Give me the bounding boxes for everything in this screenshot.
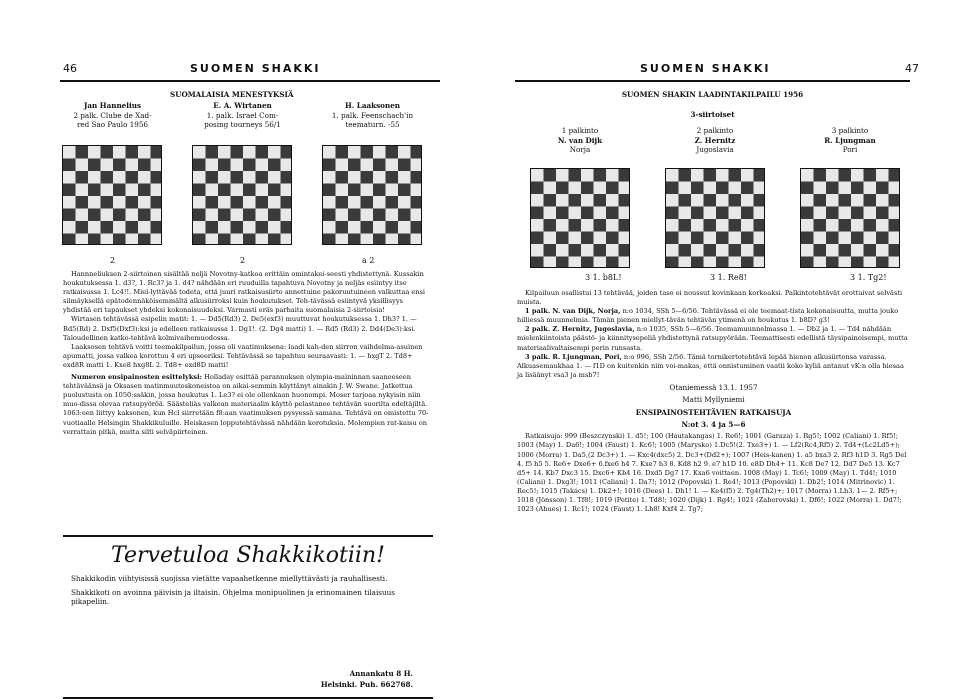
prize-1-place: 1 palkinto xyxy=(561,126,599,135)
prize-1-comment xyxy=(517,307,910,325)
right-running-head: SUOMEN SHAKKI xyxy=(640,62,771,75)
introduction-lead: Numeron ensipainosten esittelyksi: xyxy=(71,373,203,382)
composer-3-line2: teematurn. -55 xyxy=(345,120,400,130)
prize-3-lead: 3 palk. R. Ljungman, Pori, xyxy=(525,352,622,361)
laaksonen-paragraph: Laaksosen tehtävä voitti teemakilpailun, jossa oli vaatimuksena: laadi kah-den siirron vaihdelma-asuinen apumatti, jossa valkea korottuu 4 eri upseeriksi. Tehtävässä se tapahtuu seuraavasti: 1. — hxgT 2. Td8+ exd8R matti 1. Kxe8 hxg8L 2. Td8+ exd8D matti! xyxy=(63,342,423,369)
prize-2-lead: 2 palk. Z. Hernitz, Jugoslavia, xyxy=(525,325,635,334)
prize-3-place: 3 palkinto xyxy=(831,126,869,135)
diagram-3-caption: a 2 xyxy=(362,256,375,265)
composer-3-name: H. Laaksonen xyxy=(344,101,400,110)
prize-3-text: n:o 996, SSh 2/56. Tämä tornikertotehtävä lepää hienon alkusiirtonsa varassa. Alkuasemaukhaa 1. — f1D on kuitenkin niin voi-makas, että onnistuminen vaatii koko kyliä antanut vK:n olla hiesaa ja lisäänyt vsa3 ja msb7! xyxy=(517,352,904,379)
prize-2-place: 2 palkinto xyxy=(696,126,734,135)
composer-3 xyxy=(315,101,430,130)
wirtanen-paragraph: Wirtasen tehtävässä esipelin matit: 1. — Dd5(Rd3) 2. De5(exf3) muuttuvat houkutuksessa 1. Dh3? 1. — Rd5(Rd) 2. Dxf5(Dxf3):ksi ja edelleen ratkaisussa 1. Dg1!. (2. Dg4 matti) 1. — Rd5 (Rd3) 2. Dd4(De3):ksi. Taloudellinen katko-tehtävä kolmivaihemuodossa. xyxy=(63,315,417,342)
chess-diagram-3 xyxy=(322,145,422,245)
prize-2-country: Jugoslavia xyxy=(696,145,734,155)
chess-diagram-1 xyxy=(62,145,162,245)
prize-3-name: R. Ljungman xyxy=(824,135,876,145)
chess-diagram-2 xyxy=(192,145,292,245)
composer-1-name: Jan Hannelius xyxy=(84,101,141,110)
prize-2 xyxy=(655,126,775,155)
judge-intro: Kilpailuun osallistui 13 tehtävää, joiden taso ei noussut kovinkaan korkeaksi. Palkintotehtävät erottuivat selvästi muista. xyxy=(517,289,903,307)
prize-3-comment xyxy=(517,353,910,380)
right-body-text xyxy=(517,289,910,514)
solutions-text: Ratkaisuja: 999 (Beszczynski) 1. d5!; 100 (Hautakangas) 1. Re6!; 1001 (Garaza) 1. Rg5!; 1002 (Caliani) 1. Rf5!; 1003 (May) 1. Da6!; 1004 (Faust) 1. Kc6!; 1005 (Marysko) 1.Dc5!(2. Txe3+) 1. — Lf2(Rc4,Rf5) 2. Td4+(Lc2Ld5+); 1006 (Morra) 1. Da5,(2 Dc3+) 1. — Kxc4(dxc5) 2. Dc3+(Dd2+); 1007 (Heis-kanen) 1. a5 bxa3 2. Rf3 h1D 3. Rg5 Del 4. f5 h5 5. Re6+ Dxe6+ 6.fxe6 h4 7. Kxe7 h3 8. Kd8 h2 9. e7 h1D 10. e8D Dh4+ 11. Kc8 De7 12. Dd7 De5 13. Kc7 d5+ 14. Kb7 Dxc3 15. Dxc6+ Kb4 16. Dxd5 Dg7 17. Kxa6 voittaen. 1008 (May) 1. Tc6!; 1009 (May) 1. Td4!; 1010 (Caliani) 1. Dxg3!; 1011 (Caliani) 1. Da7!; 1012 (Popovski) 1. Re4!; 1013 (Popovski) 1. Db2!; 1014 (Mitrinovic) 1. Rec5!; 1015 (Takács) 1. Dk2+!; 1016 (Dees) 1. Dh1! 1. — Ke4(f5) 2. Tg4(Th2)+; 1017 (Morra) 1.Lh3. 1— 2. Rf5+; 1018 (Jönsson) 1. Tf8!; 1019 (Petite) 1. Td8!; 1020 (Dijk) 1. Rg4!; 1021 (Zaborovski) 1. Df6!; 1022 (Morra) 1. Dd7!; 1023 (Ahues) 1. Rc1!; 1024 (Faust) 1. Lh8! Kxf4 2. Tg7; xyxy=(517,432,907,514)
shakkikoti-advertisement xyxy=(63,535,433,699)
left-section-title: SUOMALAISIA MENESTYKSIÄ xyxy=(170,90,294,99)
composer-2-line1: 1. palk. Israel Com- xyxy=(206,110,279,120)
diagram-6-caption: 3 1. Tg2! xyxy=(850,273,887,282)
introduction-text: Holladay esittää parannuksen olympia-maininnan saaneeseen tehtäväänsä ja Oksasen matinmuutoskoneistoa on aikai-semmin käyttänyt ainakin J. W. Swane. Jatkettua puolustusta on 1050:ssäkin, jossa houkutus 1. Le3? ei ole ollenkaan huonompi. Moser tarjoaa nykyisin niin muo-dissa olevaa ratsupyöröä. Säästeliäs valkean materiaalin käyttö pelastanee tehtävän suorilta edeltäjiltä. 1063:een liittyy kaksonen, kun Hcl siirretään f8:aan vaatimuksen pysyessä samana. Tehtävä on omistettu 70-vuotiaalle Helsingin Shakkikuluille. Heiskasen lopputehtävässä nähdään korotuksia. Molempien rat-kaisu on verrattain pitkä, mutta silti selväpiirteinen. xyxy=(63,373,429,436)
prize-3-country: Pori xyxy=(842,145,858,155)
composer-1-line2: red Sao Paulo 1956 xyxy=(76,120,149,130)
diagram-1-caption: 2 xyxy=(110,256,116,265)
prize-1-text: n:o 1034, SSh 5—6/56. Tehtävässä ei ole teemaat-tista kokonaisuutta, mutta jouko hilliessä muunnelmia. Tämän pienen miellyt-tävän tehtävän ytimenä on houkutus 1. b8D? g3! xyxy=(517,307,899,325)
prize-2-text: n:o 1035, SSh 5—6/56. Teemamuunnelmassa 1. — Db2 ja 1. — Td4 nähdään mielenkiintoista päästö- ja kiinnitysepeliä yhdistettynä ratsupyörään. Teemattisesti edellistä täysipainoisempi, mutta materiaalivaltaisempi perin runsasta. xyxy=(517,325,908,352)
right-header-rule xyxy=(515,80,910,82)
right-section-title: SUOMEN SHAKIN LAADINTAKILPAILU 1956 xyxy=(621,90,804,99)
composer-2-name: E. A. Wirtanen xyxy=(213,101,272,110)
prize-1 xyxy=(520,126,640,155)
introduction-paragraph xyxy=(63,373,433,437)
hannelius-paragraph: Hannneliuksen 2-siirtoinen sisältää neljä Novotny-katkoa erittäin omintakei-seesti yhdistettynä. Kussakin houkutuksessa 1. d3?, 1. Rc3? ja 1. d4? nähdään eri ruuduilla tapahtuva Novotny ja neljäs esiintyy itse ratkaisussa 1. Lc4!!. Miel-lyttävää todeta, että juuri ratkaisusiirto annettuine pakoruutuineen valkuttaa ensi silmäyksellä epätodennäköisemmältä alkusiirroksi kuin houkutukset. Teh-tävässä esiintyvä yksillisyys yhdistää eri tapaukset yhdeksi kokonaisuudeksi. Varmasti eräs parhaita suomalaisia 2-siirtoisia! xyxy=(63,270,425,315)
left-body-text xyxy=(63,270,433,437)
right-page-number: 47 xyxy=(905,62,919,75)
diagram-2-caption: 2 xyxy=(240,256,246,265)
left-header-rule xyxy=(60,80,440,82)
left-page-number: 46 xyxy=(63,62,77,75)
prize-1-country: Norja xyxy=(569,145,591,155)
solutions-subtitle: N:ot 3. 4 ja 5—6 xyxy=(681,419,746,429)
ad-line-2: Shakkikoti on avoinna päivisin ja iltaisin. Ohjelma monipuolinen ja erinomainen tilaisuus pikapeliin. xyxy=(71,587,395,607)
chess-diagram-6 xyxy=(800,168,900,268)
left-running-head: SUOMEN SHAKKI xyxy=(190,62,321,75)
composer-1-line1: 2 palk. Clube de Xad- xyxy=(73,110,152,120)
prize-1-lead: 1 palk. N. van Dijk, Norja, xyxy=(525,307,621,316)
signature-date: Otaniemessä 13.1. 1957 xyxy=(669,382,758,392)
chess-diagram-4 xyxy=(530,168,630,268)
composer-2 xyxy=(185,101,300,130)
solutions-title: ENSIPAINOSTEHTÄVIEN RATKAISUJA xyxy=(635,408,792,418)
chess-diagram-5 xyxy=(665,168,765,268)
prize-2-name: Z. Hernitz xyxy=(694,135,736,145)
prize-2-comment xyxy=(517,325,910,352)
diagram-4-caption: 3 1. b8L! xyxy=(585,273,622,282)
composer-2-line2: posing tourneys 56/1 xyxy=(204,120,281,130)
prize-3 xyxy=(790,126,910,155)
ad-address-2: Helsinki. Puh. 662768. xyxy=(320,680,413,690)
composer-1 xyxy=(55,101,170,130)
diagram-5-caption: 3 1. Re8! xyxy=(710,273,747,282)
composer-3-line1: 1. palk. Feenschach'in xyxy=(331,110,414,120)
ad-title: Tervetuloa Shakkikotiin! xyxy=(111,543,385,568)
ad-line-1: Shakkikodin viihtyisissä suojissa vietätte vapaahetkenne miellyttävästi ja rauhallisesti. xyxy=(71,574,388,583)
right-subtitle: 3-siirtoiset xyxy=(690,110,735,119)
ad-address-1: Annankatu 8 H. xyxy=(349,669,413,679)
prize-1-name: N. van Dijk xyxy=(557,135,603,145)
signature-name: Matti Myllyniemi xyxy=(682,394,745,404)
